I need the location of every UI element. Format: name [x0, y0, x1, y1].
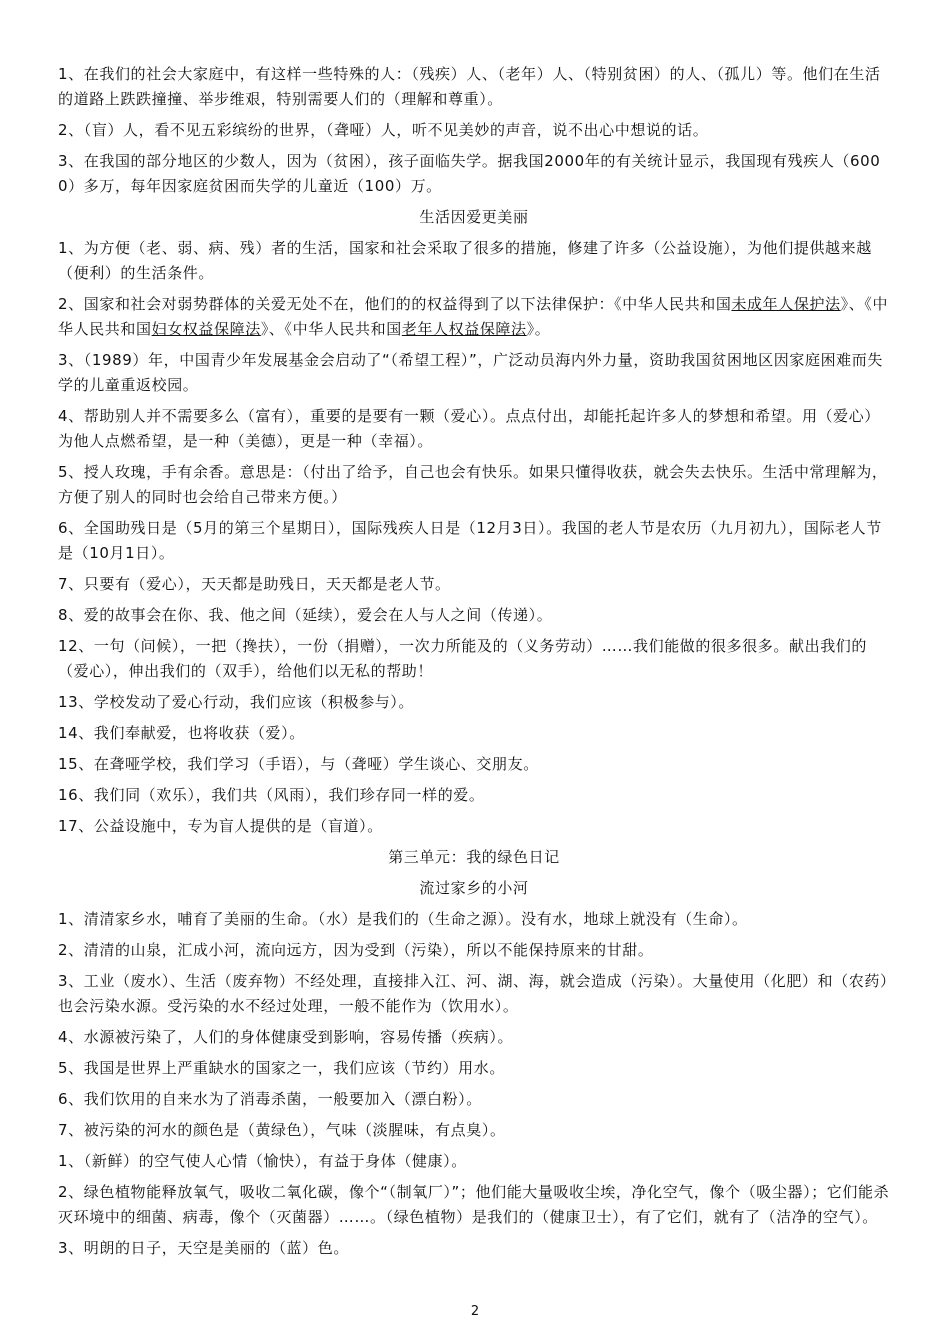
document-body: [58, 62, 890, 1267]
text-run: 》、《中华人民共和国: [58, 295, 889, 338]
section-title: 第三单元：我的绿色日记: [388, 848, 560, 866]
paragraph: 7、只要有（爱心），天天都是助残日，天天都是老人节。: [58, 575, 451, 593]
paragraph: 1、清清家乡水，哺育了美丽的生命。（水）是我们的（生命之源）。没有水，地球上就没有（生命）。: [58, 910, 748, 928]
paragraph: 2、绿色植物能释放氧气，吸收二氧化碳，像个“（制氧厂）”；他们能大量吸收尘埃，净化空气，像个（吸尘器）；它们能杀灭环境中的细菌、病毒，像个（灭菌器）……。（绿色植物）是我们的（健康卫士），有了它们，就有了（洁净的空气）。: [58, 1183, 890, 1226]
paragraph: 16、我们同（欢乐），我们共（风雨），我们珍存同一样的爱。: [58, 786, 485, 804]
paragraph: 14、我们奉献爱，也将收获（爱）。: [58, 724, 305, 742]
underlined-law-name: 妇女权益保障法: [151, 320, 261, 338]
paragraph: 15、在聋哑学校，我们学习（手语），与（聋哑）学生谈心、交朋友。: [58, 755, 539, 773]
paragraph: 7、被污染的河水的颜色是（黄绿色），气味（淡腥味，有点臭）。: [58, 1121, 506, 1139]
paragraph: [58, 292, 890, 342]
paragraph: 1、在我们的社会大家庭中，有这样一些特殊的人：（残疾）人、（老年）人、（特别贫困）的人、（孤儿）等。他们在生活的道路上跌跌撞撞、举步维艰，特别需要人们的（理解和尊重）。: [58, 65, 881, 108]
paragraph: 3、（1989）年，中国青少年发展基金会启动了“（希望工程）”，广泛动员海内外力量，资助我国贫困地区因家庭困难而失学的儿童重返校园。: [58, 351, 883, 394]
paragraph: 6、我们饮用的自来水为了消毒杀菌，一般要加入（漂白粉）。: [58, 1090, 482, 1108]
paragraph: 2、（盲）人，看不见五彩缤纷的世界，（聋哑）人，听不见美妙的声音，说不出心中想说的话。: [58, 121, 709, 139]
paragraph: 13、学校发动了爱心行动，我们应该（积极参与）。: [58, 693, 414, 711]
paragraph: 4、水源被污染了，人们的身体健康受到影响，容易传播（疾病）。: [58, 1028, 514, 1046]
paragraph: 4、帮助别人并不需要多么（富有），重要的是要有一颗（爱心）。点点付出，却能托起许多人的梦想和希望。用（爱心）为他人点燃希望，是一种（美德），更是一种（幸福）。: [58, 407, 880, 450]
paragraph: 3、明朗的日子，天空是美丽的（蓝）色。: [58, 1239, 349, 1257]
paragraph: 3、工业（废水）、生活（废弃物）不经处理，直接排入江、河、湖、海，就会造成（污染）。大量使用（化肥）和（农药）也会污染水源。受污染的水不经过处理，一般不能作为（饮用水）。: [58, 972, 889, 1015]
text-run: 2、国家和社会对弱势群体的关爱无处不在，他们的的权益得到了以下法律保护：《中华人民共和国: [58, 295, 732, 313]
paragraph: 8、爱的故事会在你、我、他之间（延续），爱会在人与人之间（传递）。: [58, 606, 553, 624]
paragraph: 17、公益设施中，专为盲人提供的是（盲道）。: [58, 817, 383, 835]
paragraph: 1、（新鲜）的空气使人心情（愉快），有益于身体（健康）。: [58, 1152, 467, 1170]
underlined-law-name: 未成年人保护法: [731, 295, 841, 313]
text-run: 》、《中华人民共和国: [260, 320, 402, 338]
paragraph: 1、为方便（老、弱、病、残）者的生活，国家和社会采取了很多的措施，修建了许多（公益设施），为他们提供越来越（便利）的生活条件。: [58, 239, 872, 282]
section-title: 生活因爱更美丽: [419, 208, 529, 226]
paragraph: 12、一句（问候），一把（搀扶），一份（捐赠），一次力所能及的（义务劳动）……我们能做的很多很多。献出我们的（爱心），伸出我们的（双手），给他们以无私的帮助！: [58, 637, 867, 680]
paragraph: 5、我国是世界上严重缺水的国家之一，我们应该（节约）用水。: [58, 1059, 505, 1077]
paragraph: 6、全国助残日是（5月的第三个星期日），国际残疾人日是（12月3日）。我国的老人节是农历（九月初九），国际老人节是（10月1日）。: [58, 519, 882, 562]
underlined-law-name: 老年人权益保障法: [401, 320, 527, 338]
paragraph: 2、清清的山泉，汇成小河，流向远方，因为受到（污染），所以不能保持原来的甘甜。: [58, 941, 654, 959]
section-title: 流过家乡的小河: [419, 879, 529, 897]
paragraph: 5、授人玫瑰，手有余香。意思是：（付出了给予，自己也会有快乐。如果只懂得收获，就会失去快乐。生活中常理解为，方便了别人的同时也会给自己带来方便。）: [58, 463, 888, 506]
text-run: 》。: [526, 320, 551, 338]
paragraph: 3、在我国的部分地区的少数人，因为（贫困），孩子面临失学。据我国2000年的有关统计显示，我国现有残疾人（6000）多万，每年因家庭贫困而失学的儿童近（100）万。: [58, 152, 881, 195]
page-number: 2: [470, 1304, 480, 1319]
